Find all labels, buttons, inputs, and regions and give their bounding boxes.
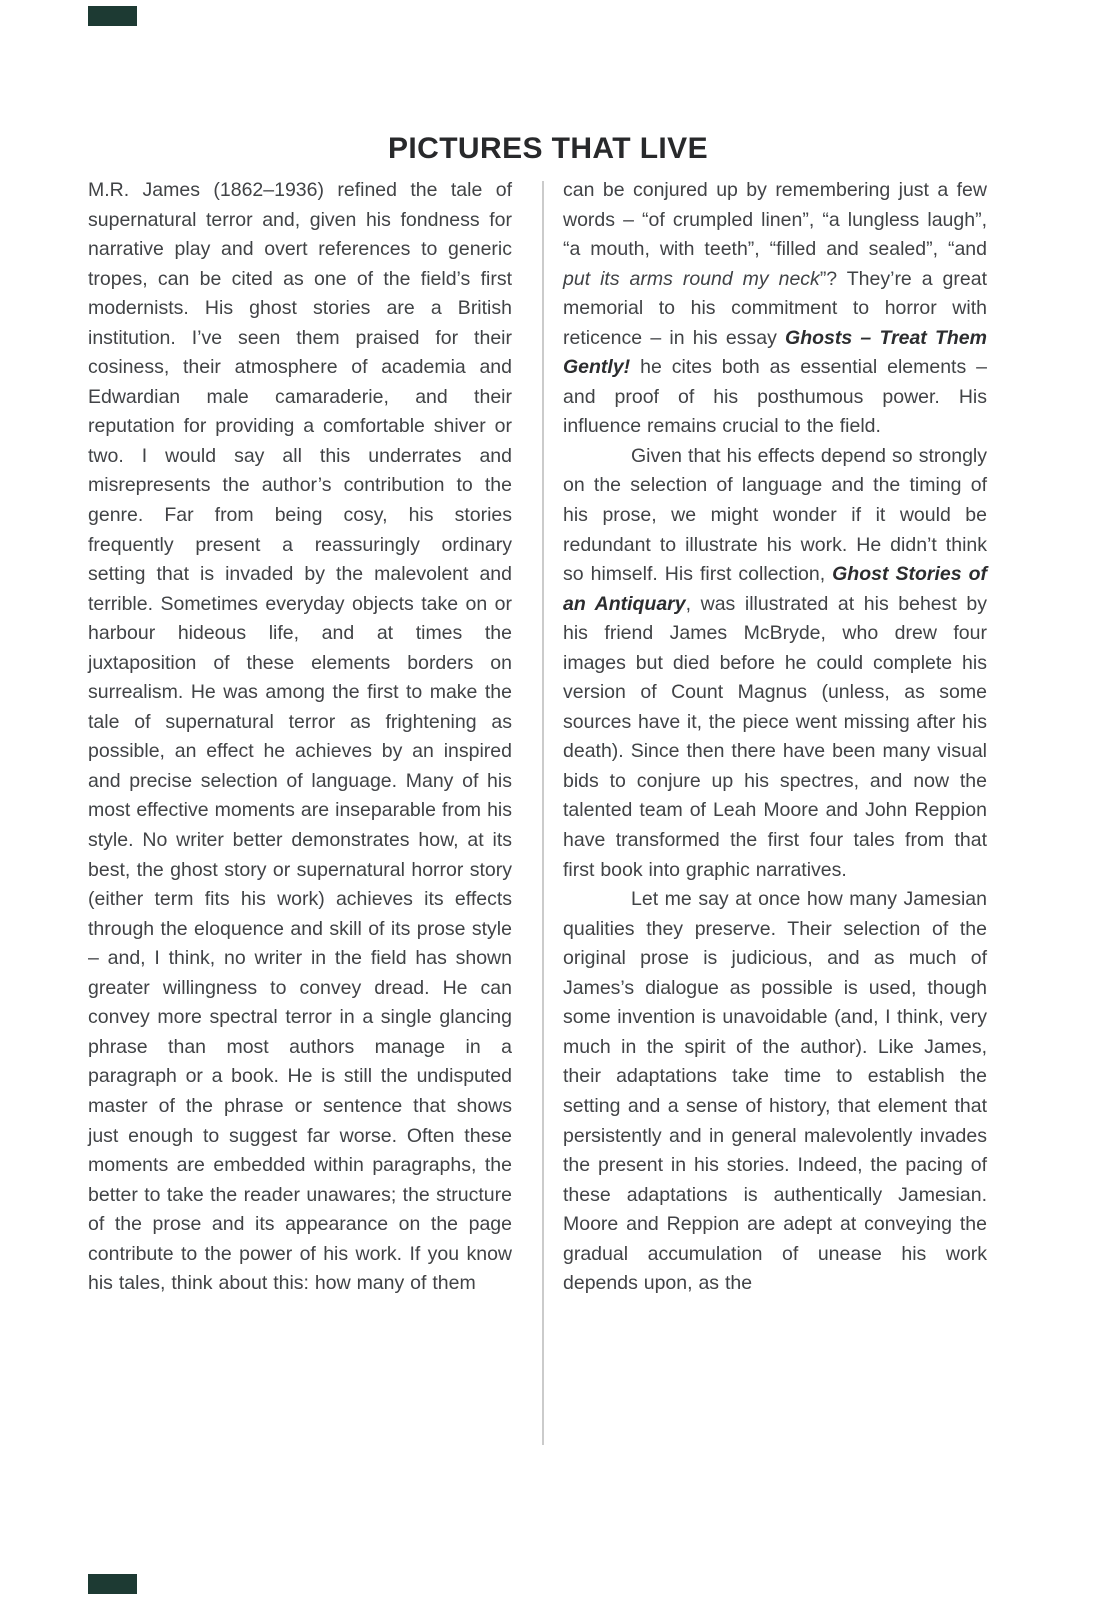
text-run: he cites both as essential elements – and proof of his posthumous power. His influence remains crucial to the field. [563, 356, 987, 438]
emphasis-run: put its arms round my neck [563, 267, 820, 290]
left-column [88, 176, 512, 1299]
page-edge-mark-top [88, 6, 137, 26]
page-title: PICTURES THAT LIVE [388, 132, 708, 166]
text-run: can be conjured up by remembering just a few words – “of crumpled linen”, “a lungless laugh”, “a mouth, with teeth”, “filled and sealed”, “and [563, 179, 987, 261]
emphasis-run: Ghosts – Treat Them Gently! [563, 326, 987, 379]
article-paragraph [563, 885, 987, 1299]
article-paragraph [88, 176, 512, 1299]
column-divider [542, 181, 544, 1445]
article-paragraph [563, 176, 987, 442]
text-run: , was illustrated at his behest by his friend James McBryde, who drew four images but died before he could complete his version of Count Magnus (unless, as some sources have it, the piece went missing after his death). Since then there have been many visual bids to conjure up his spectres, and now the talented team of Leah Moore and John Reppion have transformed the first four tales from that first book into graphic narratives. [563, 592, 987, 881]
text-run: Given that his effects depend so strongly on the selection of language and the timing of his prose, we might wonder if it would be redundant to illustrate his work. He didn’t think so himself. His first collection, [563, 444, 987, 586]
text-run: Let me say at once how many Jamesian qualities they preserve. Their selection of the original prose is judicious, and as much of James’s dialogue as possible is used, though some invention is unavoidable (and, I think, very much in the spirit of the author). Like James, their adaptations take time to establish the setting and a sense of history, that element that persistently and in general malevolently invades the present in his stories. Indeed, the pacing of these adaptations is authentically Jamesian. Moore and Reppion are adept at conveying the gradual accumulation of unease his work depends upon, as the [563, 888, 987, 1295]
text-run: ”? They’re a great memorial to his commitment to horror with reticence – in his essay [563, 267, 987, 349]
page-edge-mark-bottom [88, 1574, 137, 1594]
text-run: M.R. James (1862–1936) refined the tale of supernatural terror and, given his fondness for narrative play and overt references to generic tropes, can be cited as one of the field’s first modernists. His ghost stories are a British institution. I’ve seen them praised for their cosiness, their atmosphere of academia and Edwardian male camaraderie, and their reputation for providing a comfortable shiver or two. I would say all this underrates and misrepresents the author’s contribution to the genre. Far from being cosy, his stories frequently present a reassuringly ordinary setting that is invaded by the malevolent and terrible. Sometimes everyday objects take on or harbour hideous life, and at times the juxtaposition of these elements borders on surrealism. He was among the first to make the tale of supernatural terror as frightening as possible, an effect he achieves by an inspired and precise selection of language. Many of his most effective moments are inseparable from his style. No writer better demonstrates how, at its best, the ghost story or supernatural horror story (either term fits his work) achieves its effects through the eloquence and skill of its prose style – and, I think, no writer in the field has shown greater willingness to convey dread. He can convey more spectral terror in a single glancing phrase than most authors manage in a paragraph or a book. He is still the undisputed master of the phrase or sentence that shows just enough to suggest far worse. Often these moments are embedded within paragraphs, the better to take the reader unawares; the structure of the prose and its appearance on the page contribute to the power of his work. If you know his tales, think about this: how many of them [88, 179, 512, 1295]
article-paragraph [563, 442, 987, 885]
right-column [563, 176, 987, 1299]
emphasis-run: Ghost Stories of an Antiquary [563, 563, 987, 615]
